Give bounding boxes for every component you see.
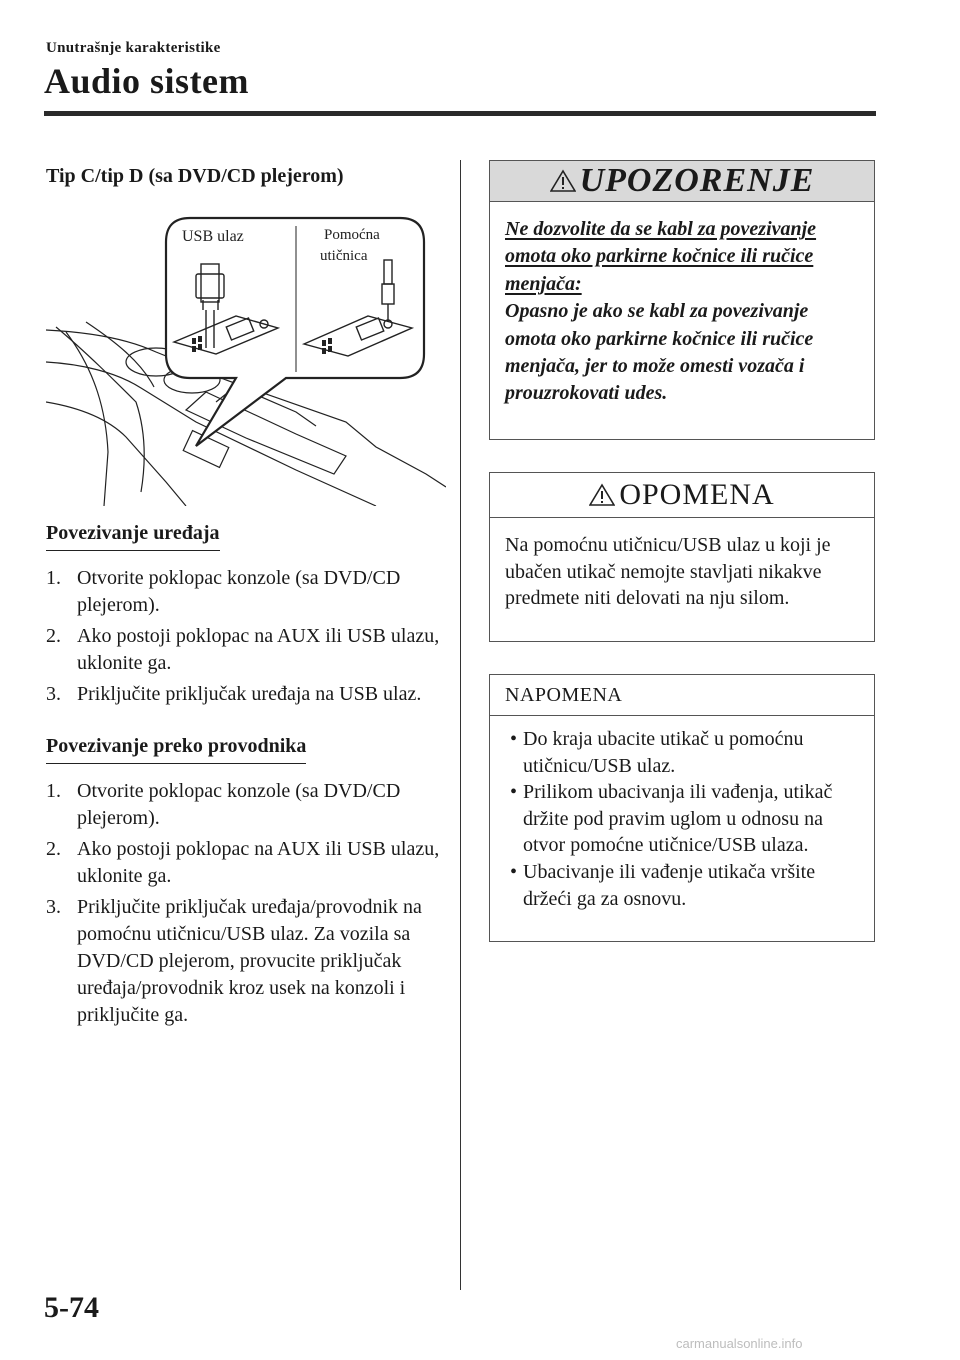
aux-label-line2: utičnica bbox=[320, 248, 368, 264]
left-heading: Tip C/tip D (sa DVD/CD plejerom) bbox=[46, 165, 344, 187]
connect-device-section bbox=[46, 520, 446, 712]
caution-title: OPOMENA bbox=[619, 478, 775, 511]
note-header bbox=[490, 675, 874, 716]
warning-header bbox=[490, 161, 874, 202]
warning-text: Ne dozvolite da se kabl za povezivanje omota oko parkirne kočnice ili ručice menjača: Opasno je ako se kabl za povezivanje omota oko parkirne kočnice ili ručice menjača, jer to može omesti vozača i prouzrokovati udes. bbox=[505, 218, 817, 405]
console-illustration bbox=[46, 212, 446, 506]
page-title: Audio sistem bbox=[44, 61, 250, 101]
column-divider bbox=[460, 160, 461, 1290]
list-item: 1. Otvorite poklopac konzole (sa DVD/CD plejerom). bbox=[46, 780, 401, 829]
note-body bbox=[490, 716, 874, 928]
aux-label-line1: Pomoćna bbox=[324, 227, 380, 243]
list-item: 3. Priključite priključak uređaja/provodnik na pomoćnu utičnicu/USB ulaz. Za vozila sa DVD/CD plejerom, provucite priključak uređaja/provodnik kroz usek na konzoli i priključite ga. bbox=[46, 896, 422, 1026]
usb-port-label: USB ulaz bbox=[182, 228, 244, 245]
watermark: carmanualsonline.info bbox=[676, 1336, 803, 1351]
warning-triangle-icon bbox=[550, 169, 576, 193]
list-item: 2. Ako postoji poklopac na AUX ili USB ulazu, uklonite ga. bbox=[46, 625, 440, 674]
note-box bbox=[489, 674, 875, 942]
warning-box bbox=[489, 160, 875, 440]
list-item: 3. Priključite priključak uređaja na USB ulaz. bbox=[46, 683, 422, 705]
connect-cable-section bbox=[46, 733, 446, 1033]
note-title: NAPOMENA bbox=[505, 683, 623, 706]
connect-cable-heading: Povezivanje preko provodnika bbox=[46, 733, 306, 764]
list-item: • Do kraja ubacite utikač u pomoćnu utičnicu/USB ulaz. bbox=[510, 728, 804, 777]
warning-title: UPOZORENJE bbox=[579, 162, 815, 199]
section-label: Unutrašnje karakteristike bbox=[46, 40, 221, 56]
connect-device-heading: Povezivanje uređaja bbox=[46, 520, 220, 551]
caution-header bbox=[490, 473, 874, 518]
warning-triangle-icon bbox=[589, 483, 615, 507]
caution-box bbox=[489, 472, 875, 642]
list-item: • Prilikom ubacivanja ili vađenja, utikač držite pod pravim uglom u odnosu na otvor pomoćne utičnice/USB ulaza. bbox=[510, 781, 833, 857]
list-item: • Ubacivanje ili vađenje utikača vršite držeći ga za osnovu. bbox=[510, 860, 816, 910]
caution-text: Na pomoćnu utičnicu/USB ulaz u koji je ubačen utikač nemojte stavljati nikakve predmete niti delovati na nju silom. bbox=[505, 534, 831, 610]
list-item: 1. Otvorite poklopac konzole (sa DVD/CD plejerom). bbox=[46, 567, 401, 616]
page-number: 5-74 bbox=[44, 1291, 99, 1324]
title-rule bbox=[44, 111, 876, 116]
list-item: 2. Ako postoji poklopac na AUX ili USB ulazu, uklonite ga. bbox=[46, 838, 440, 887]
